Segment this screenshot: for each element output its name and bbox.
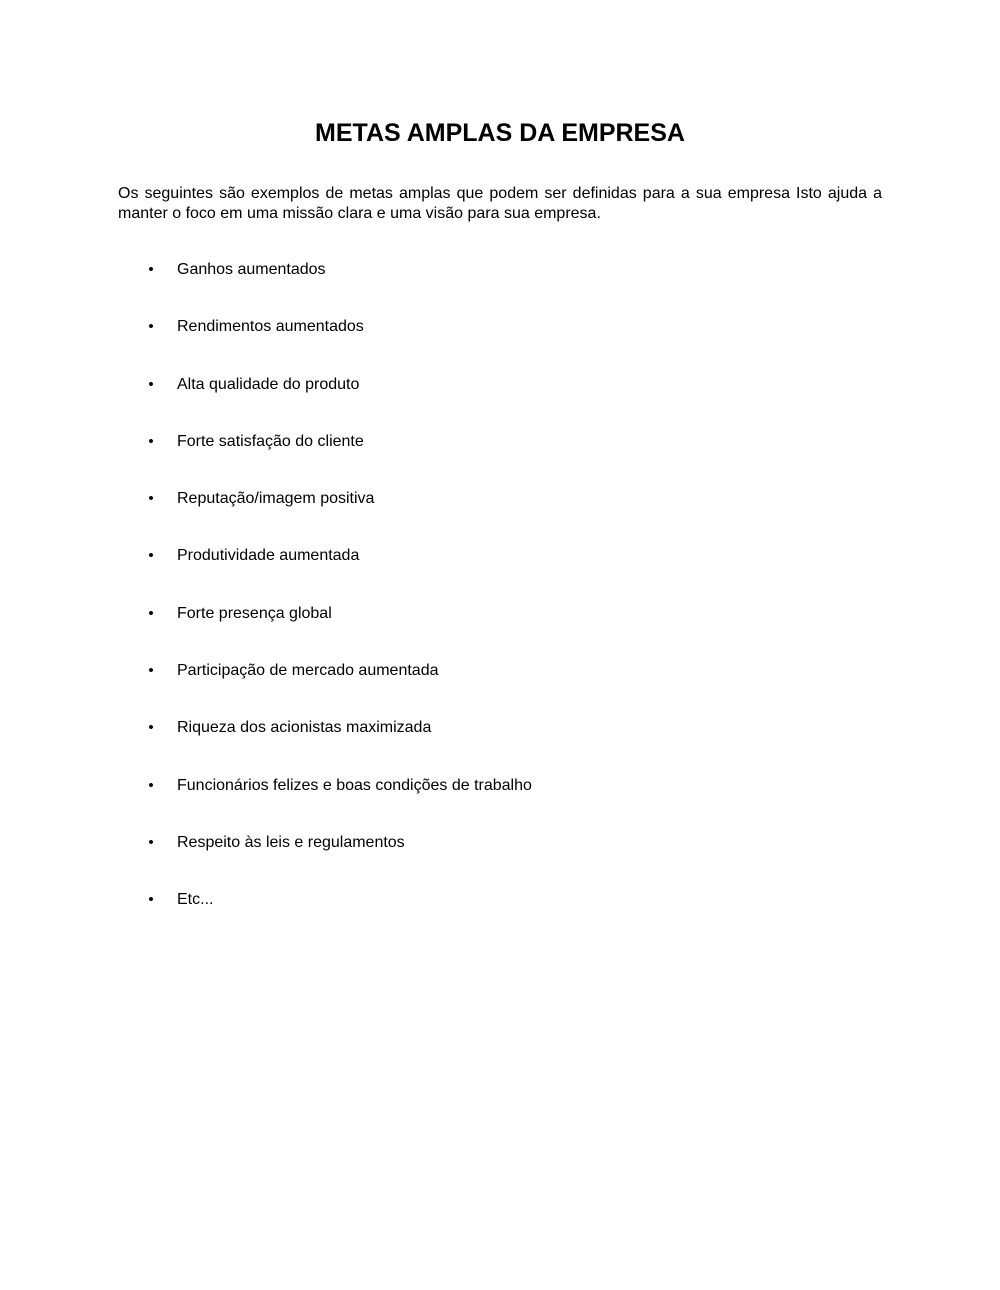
goal-label: Forte satisfação do cliente	[177, 432, 364, 450]
goal-label: Rendimentos aumentados	[177, 318, 364, 336]
goal-label: Etc...	[177, 891, 214, 909]
goal-label: Reputação/imagem positiva	[177, 490, 375, 508]
bullet-icon: •	[148, 318, 154, 336]
bullet-icon: •	[148, 833, 154, 851]
goal-label: Funcionários felizes e boas condições de trabalho	[177, 776, 532, 794]
bullet-icon: •	[148, 547, 154, 565]
bullet-icon: •	[148, 432, 154, 450]
bullet-icon: •	[148, 719, 154, 737]
bullet-icon: •	[148, 261, 154, 278]
bullet-icon: •	[148, 891, 154, 909]
goal-label: Produtividade aumentada	[177, 547, 360, 565]
bullet-icon: •	[148, 662, 154, 680]
goal-label: Riqueza dos acionistas maximizada	[177, 719, 432, 737]
intro-paragraph: Os seguintes são exemplos de metas amplas que podem ser definidas para a sua empresa Isto ajuda a manter o foco em uma missão clara e uma visão para sua empresa.	[118, 185, 882, 222]
bullet-icon: •	[148, 375, 154, 393]
goal-label: Ganhos aumentados	[177, 261, 326, 278]
goal-label: Alta qualidade do produto	[177, 375, 360, 393]
goal-label: Forte presença global	[177, 604, 332, 622]
goal-label: Respeito às leis e regulamentos	[177, 833, 405, 851]
bullet-icon: •	[148, 490, 154, 508]
bullet-icon: •	[148, 604, 154, 622]
page-title: METAS AMPLAS DA EMPRESA	[315, 119, 685, 147]
bullet-icon: •	[148, 776, 154, 794]
goal-label: Participação de mercado aumentada	[177, 662, 439, 680]
